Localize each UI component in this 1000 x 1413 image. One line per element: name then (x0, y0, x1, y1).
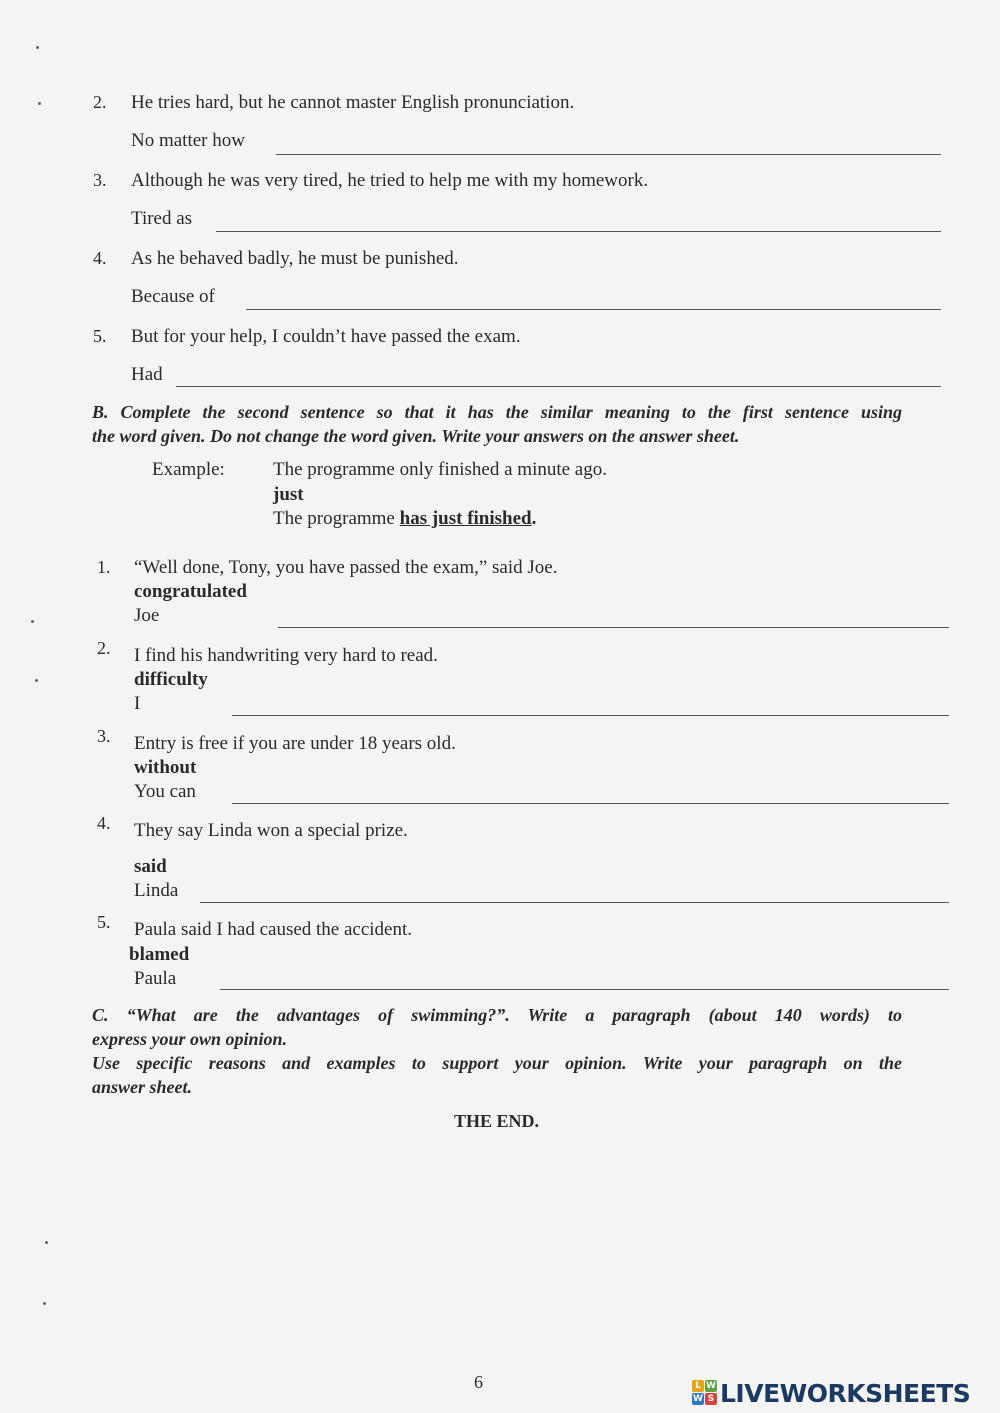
item-prompt: Had (131, 364, 163, 385)
item-sentence: “Well done, Tony, you have passed the exam,” said Joe. (134, 557, 558, 578)
item-sentence: As he behaved badly, he must be punished. (131, 248, 459, 269)
item-number: 3. (97, 726, 111, 746)
item-number: 4. (97, 813, 111, 833)
section-c-line: C. “What are the advantages of swimming?”. Write a paragraph (about 140 words) to (92, 1005, 902, 1025)
example-label: Example: (152, 459, 225, 480)
item-number: 5. (93, 326, 107, 346)
liveworksheets-logo-icon (692, 1380, 718, 1406)
answer-line[interactable] (216, 231, 941, 232)
item-sentence: But for your help, I couldn’t have passed the exam. (131, 326, 521, 347)
answer-line[interactable] (200, 902, 949, 903)
item-keyword: said (134, 856, 167, 877)
logo-tile: W (706, 1381, 716, 1391)
example-answer-prefix: The programme (273, 508, 400, 529)
instruction-line: B. Complete the second sentence so that it has the similar meaning to the first sentence using (92, 402, 902, 422)
section-c-line: Use specific reasons and examples to support your opinion. Write your paragraph on the (92, 1053, 902, 1073)
example-keyword: just (273, 484, 304, 505)
example-answer-fill: has just finished (399, 508, 532, 529)
example-answer (273, 508, 536, 530)
logo-tile: W (693, 1394, 703, 1404)
logo-tile: S (705, 1393, 717, 1405)
item-prompt: No matter how (131, 130, 245, 151)
scan-speck (45, 1241, 48, 1244)
scan-speck (38, 102, 41, 105)
answer-line[interactable] (220, 989, 949, 990)
item-sentence: Although he was very tired, he tried to help me with my homework. (131, 170, 649, 191)
item-prompt: Because of (131, 286, 215, 307)
watermark-text: LIVEWORKSHEETS (720, 1378, 971, 1408)
scan-speck (43, 1302, 46, 1305)
section-c-line: express your own opinion. (92, 1029, 288, 1049)
page-number: 6 (474, 1372, 483, 1392)
item-sentence: Paula said I had caused the accident. (134, 919, 413, 940)
liveworksheets-watermark (692, 1376, 992, 1410)
item-prompt: You can (134, 781, 196, 802)
item-sentence: I find his handwriting very hard to read. (134, 645, 438, 666)
section-c-line: answer sheet. (92, 1077, 193, 1097)
item-number: 2. (97, 638, 111, 658)
item-prompt: Joe (134, 605, 160, 626)
item-sentence: He tries hard, but he cannot master English pronunciation. (131, 92, 575, 113)
item-keyword: blamed (129, 944, 190, 965)
item-prompt: Paula (134, 968, 177, 989)
example-sentence: The programme only finished a minute ago. (273, 459, 607, 480)
answer-line[interactable] (278, 627, 949, 628)
answer-line[interactable] (276, 154, 941, 155)
item-number: 2. (93, 92, 107, 112)
item-prompt: Tired as (131, 208, 193, 229)
scan-speck (35, 679, 38, 682)
item-number: 5. (97, 912, 111, 932)
instruction-line: the word given. Do not change the word given. Write your answers on the answer sheet. (92, 426, 740, 446)
answer-line[interactable] (246, 309, 941, 310)
example-answer-suffix: . (531, 508, 537, 529)
item-number: 3. (93, 170, 107, 190)
item-sentence: They say Linda won a special prize. (134, 820, 408, 841)
answer-line[interactable] (176, 386, 941, 387)
scan-speck (36, 46, 39, 49)
item-number: 4. (93, 248, 107, 268)
item-sentence: Entry is free if you are under 18 years old. (134, 733, 456, 754)
item-prompt: Linda (134, 880, 179, 901)
logo-tile: L (692, 1380, 704, 1392)
item-keyword: congratulated (134, 581, 247, 602)
the-end: THE END. (453, 1111, 540, 1131)
item-keyword: difficulty (134, 669, 208, 690)
item-keyword: without (134, 757, 197, 778)
scan-speck (31, 620, 34, 623)
answer-line[interactable] (232, 715, 949, 716)
item-prompt: I (134, 693, 141, 714)
item-number: 1. (97, 557, 111, 577)
answer-line[interactable] (232, 803, 949, 804)
